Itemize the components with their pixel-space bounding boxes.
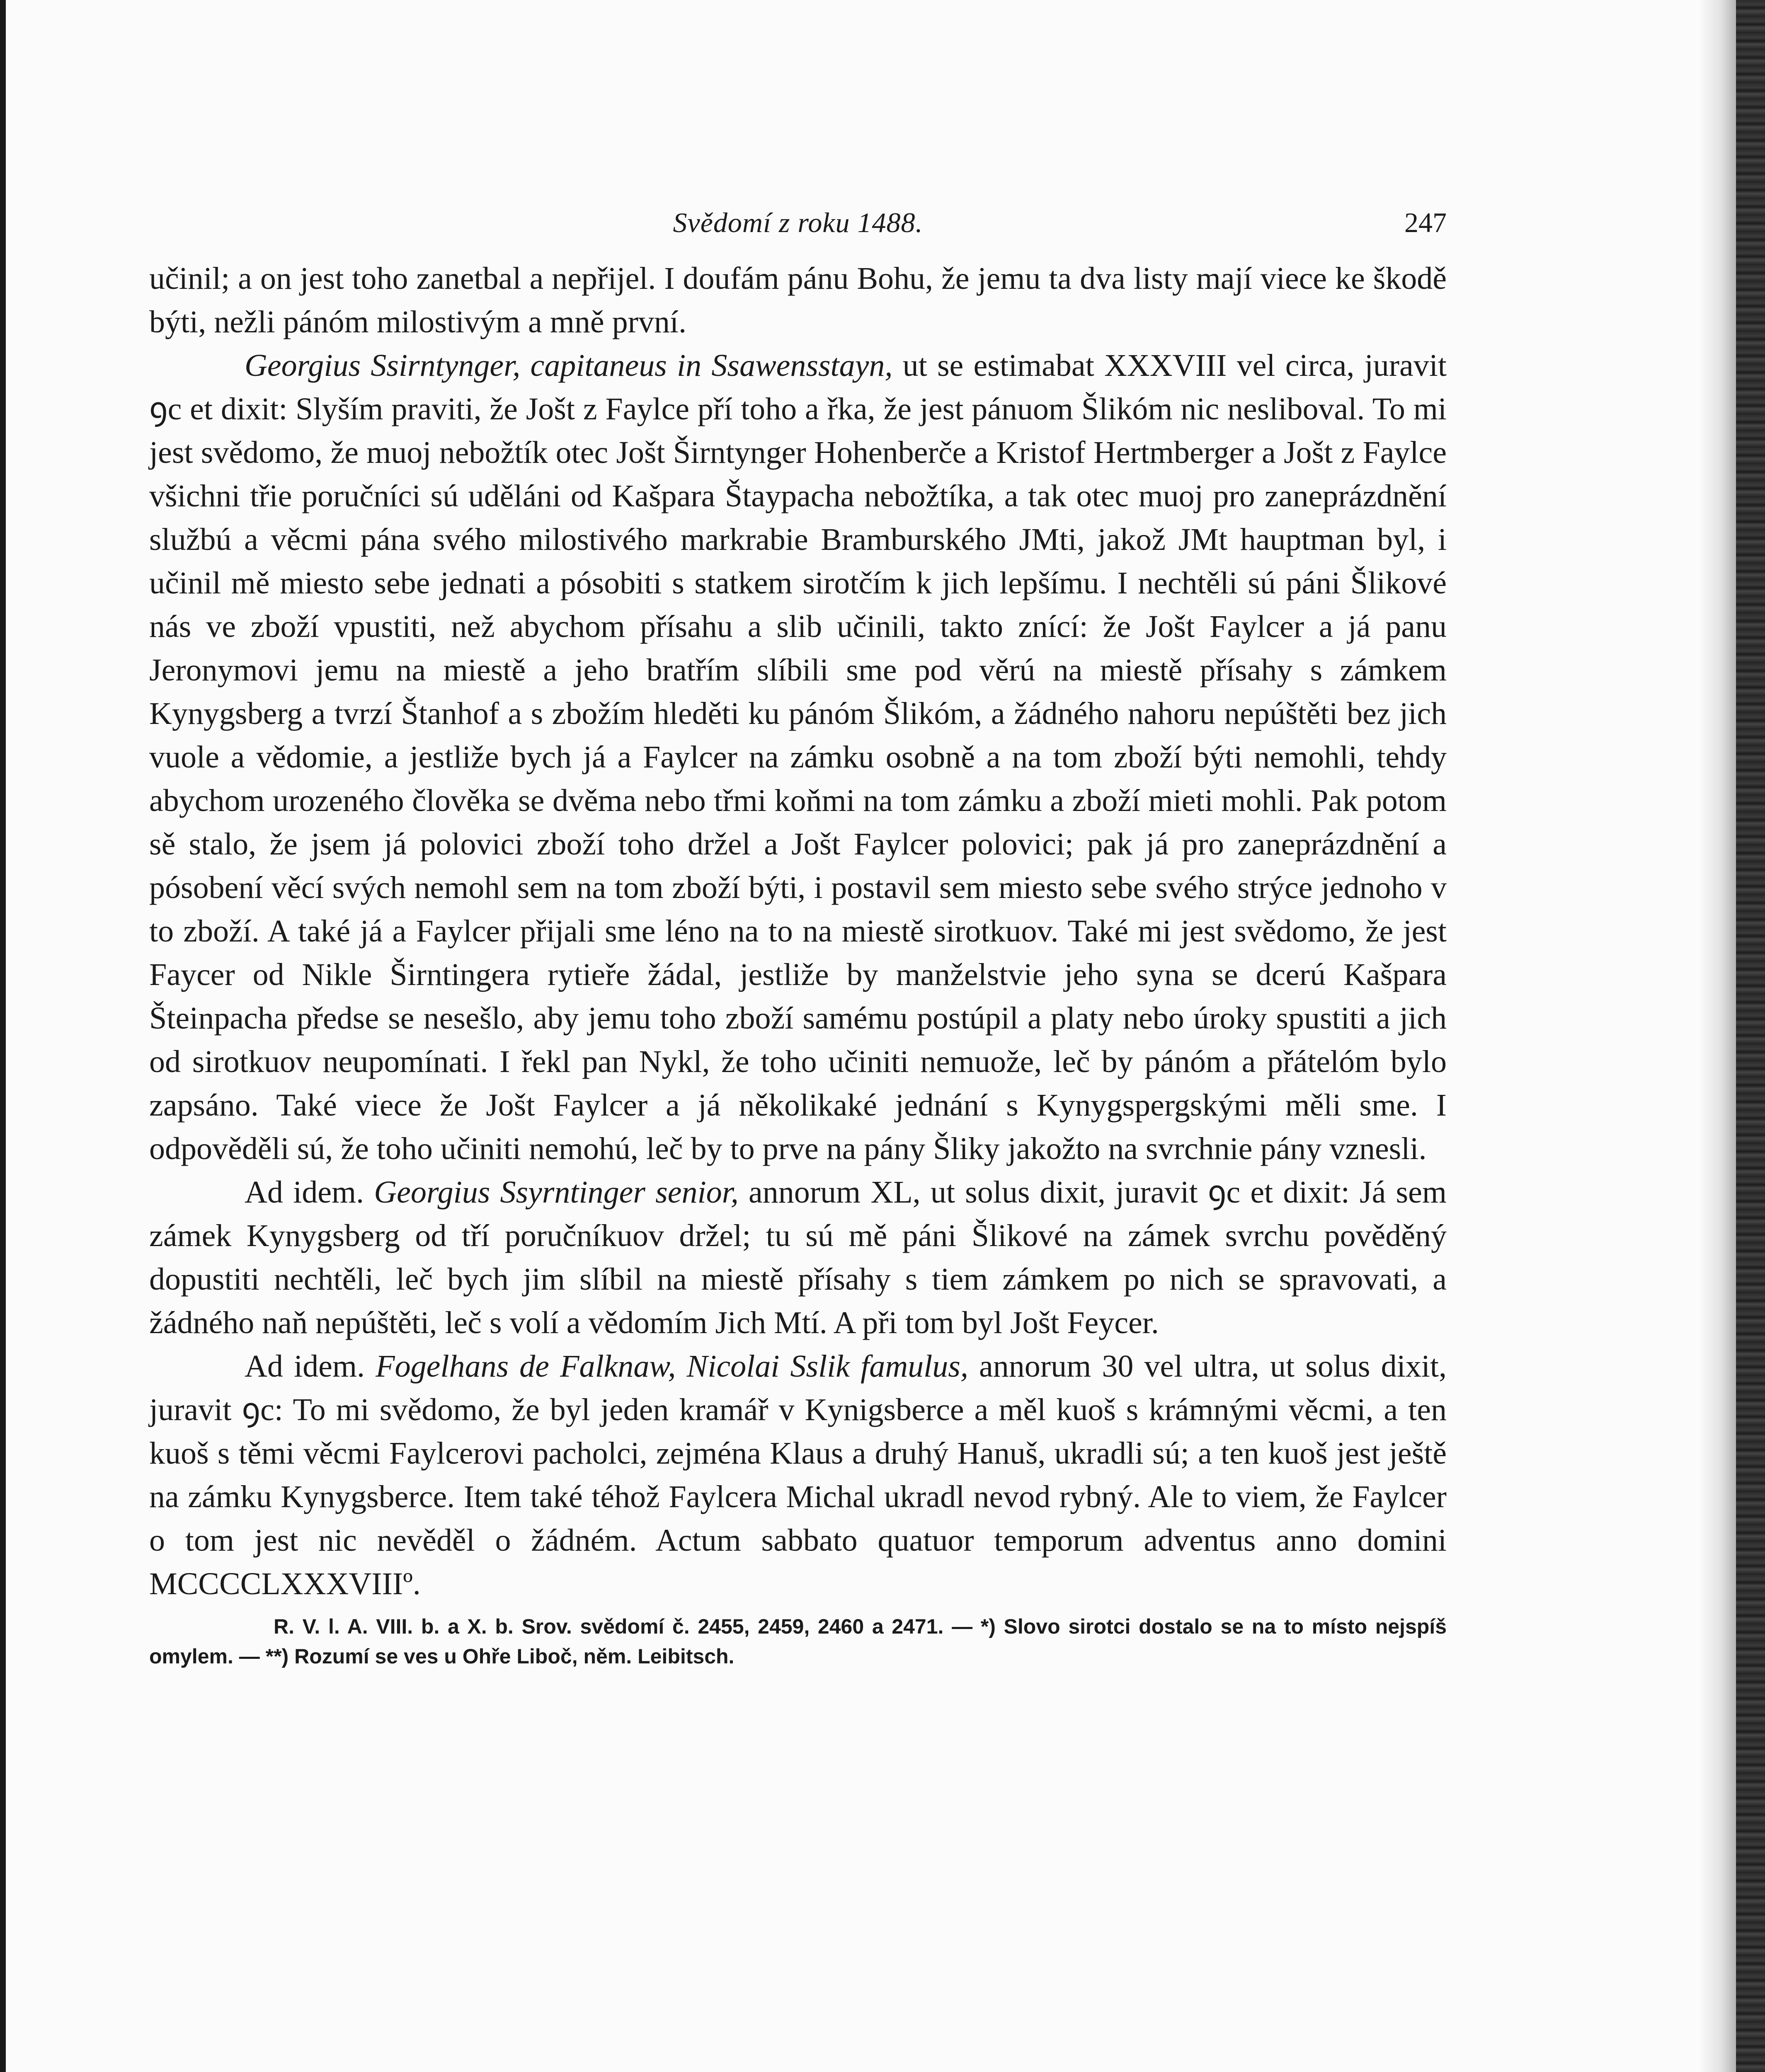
text-segment: annorum 30 vel ultra, ut solus dixit, juravit ꝯc: To mi svědomo, že byl jeden kramář v Kynigsberce a měl kuoš s krámnými věcmi, a ten kuoš s těmi věcmi Faylcerovi pacholci, zejména Klaus a druhý Hanuš, ukradli sú; a ten kuoš jest ještě na zámku Kynygsberce. Item také téhož Faylcera Michal ukradl nevod rybný. Ale to viem, že Faylcer o tom jest nic nevěděl o žádném. Actum sabbato quatuor temporum adventus anno domini MCCCCLXXXVIIIº.	[149, 1349, 1447, 1601]
text-segment: učinil; a on jest toho zanetbal a nepřijel. I doufám pánu Bohu, že jemu ta dva listy mají viece ke škodě býti, nežli pánóm milostivým a mně první.	[149, 261, 1447, 339]
footnote-text: R. V. l. A. VIII. b. a X. b. Srov. svědomí č. 2455, 2459, 2460 a 2471. — *) Slovo sirotci dostalo se na to místo nejspíš omylem. — **) Rozumí se ves u Ohře Liboč, něm. Leibitsch.	[149, 1615, 1447, 1668]
italic-segment: Georgius Ssyrntinger senior,	[374, 1175, 739, 1210]
body-text	[149, 257, 1447, 1606]
text-segment: Ad idem.	[245, 1349, 376, 1384]
paragraph	[149, 1171, 1447, 1345]
text-segment: ut se estimabat XXXVIII vel circa, juravit ꝯc et dixit: Slyším praviti, že Jošt z Faylce pří toho a řka, že jest pánuom Šlikóm nic nesliboval. To mi jest svědomo, že muoj nebožtík otec Jošt Širntynger Hohenberče a Kristof Hertmberger a Jošt z Faylce všichni třie poručníci sú uděláni od Kašpara Štaypacha nebožtíka, a tak otec muoj pro zaneprázdnění službú a věcmi pána svého milostivého markrabie Bramburského JMti, jakož JMt hauptman byl, i učinil mě miesto sebe jednati a pósobiti s statkem sirotčím k jich lepšímu. I nechtěli sú páni Šlikové nás ve zboží vpustiti, než abychom přísahu a slib učinili, takto znící: že Jošt Faylcer a já panu Jeronymovi jemu na miestě a jeho bratřím slíbili sme pod věrú na miestě přísahy s zámkem Kynygsberg a tvrzí Štanhof a s zbožím hleděti ku pánóm Šlikóm, a žádného nahoru nepúštěti bez jich vuole a vědomie, a jestliže bych já a Faylcer na zámku osobně a na tom zboží býti nemohli, tehdy abychom urozeného člověka se dvěma nebo třmi koňmi na tom zámku a zboží mieti mohli. Pak potom sě stalo, že jsem já polovici zboží toho držel a Jošt Faylcer polovici; pak já pro zaneprázdnění a pósobení věcí svých nemohl sem na tom zboží býti, i postavil sem miesto sebe svého strýce jednoho v to zboží. A také já a Faylcer přijali sme léno na to na miestě sirotkuov. Také mi jest svědomo, že jest Faycer od Nikle Širntingera rytieře žádal, jestliže by manželstvie jeho syna se dcerú Kašpara Šteinpacha předse se nesešlo, aby jemu toho zboží samému postúpil a platy nebo úroky spustiti a jich od sirotkuov neupomínati. I řekl pan Nykl, že toho učiniti nemuože, leč by pánóm a přátelóm bylo zapsáno. Také viece že Jošt Faylcer a já několikaké jednání s Kynygspergskými měli sme. I odpověděli sú, že toho učiniti nemohú, leč by to prve na pány Šliky jakožto na svrchnie pány vznesli.	[149, 348, 1447, 1166]
running-header	[149, 195, 1447, 236]
italic-segment: Georgius Ssirntynger, capitaneus in Ssawensstayn,	[245, 348, 893, 383]
paragraph	[149, 1345, 1447, 1606]
text-segment: annorum XL, ut solus dixit, juravit ꝯc et dixit: Já sem zámek Kynygsberg od tří poručníkuov držel; tu sú mě páni Šlikové na zámek svrchu pověděný dopustiti nechtěli, leč bych jim slíbil na miestě přísahy s tiem zámkem po nich se spravovati, a žádného naň nepúštěti, leč s volí a vědomím Jich Mtí. A při tom byl Jošt Feycer.	[149, 1175, 1447, 1340]
paragraph	[149, 257, 1447, 344]
page-number: 247	[1404, 207, 1447, 238]
book-binding-edge	[1736, 0, 1765, 2072]
paragraph	[149, 344, 1447, 1171]
running-title: Svědomí z roku 1488.	[673, 207, 923, 238]
scan-left-edge	[0, 0, 6, 2072]
text-segment: Ad idem.	[245, 1175, 374, 1210]
italic-segment: Fogelhans de Falknaw, Nicolai Sslik famulus,	[376, 1349, 968, 1384]
page-content	[149, 195, 1447, 1671]
footnotes	[149, 1612, 1447, 1671]
binding-shadow	[1699, 0, 1736, 2072]
